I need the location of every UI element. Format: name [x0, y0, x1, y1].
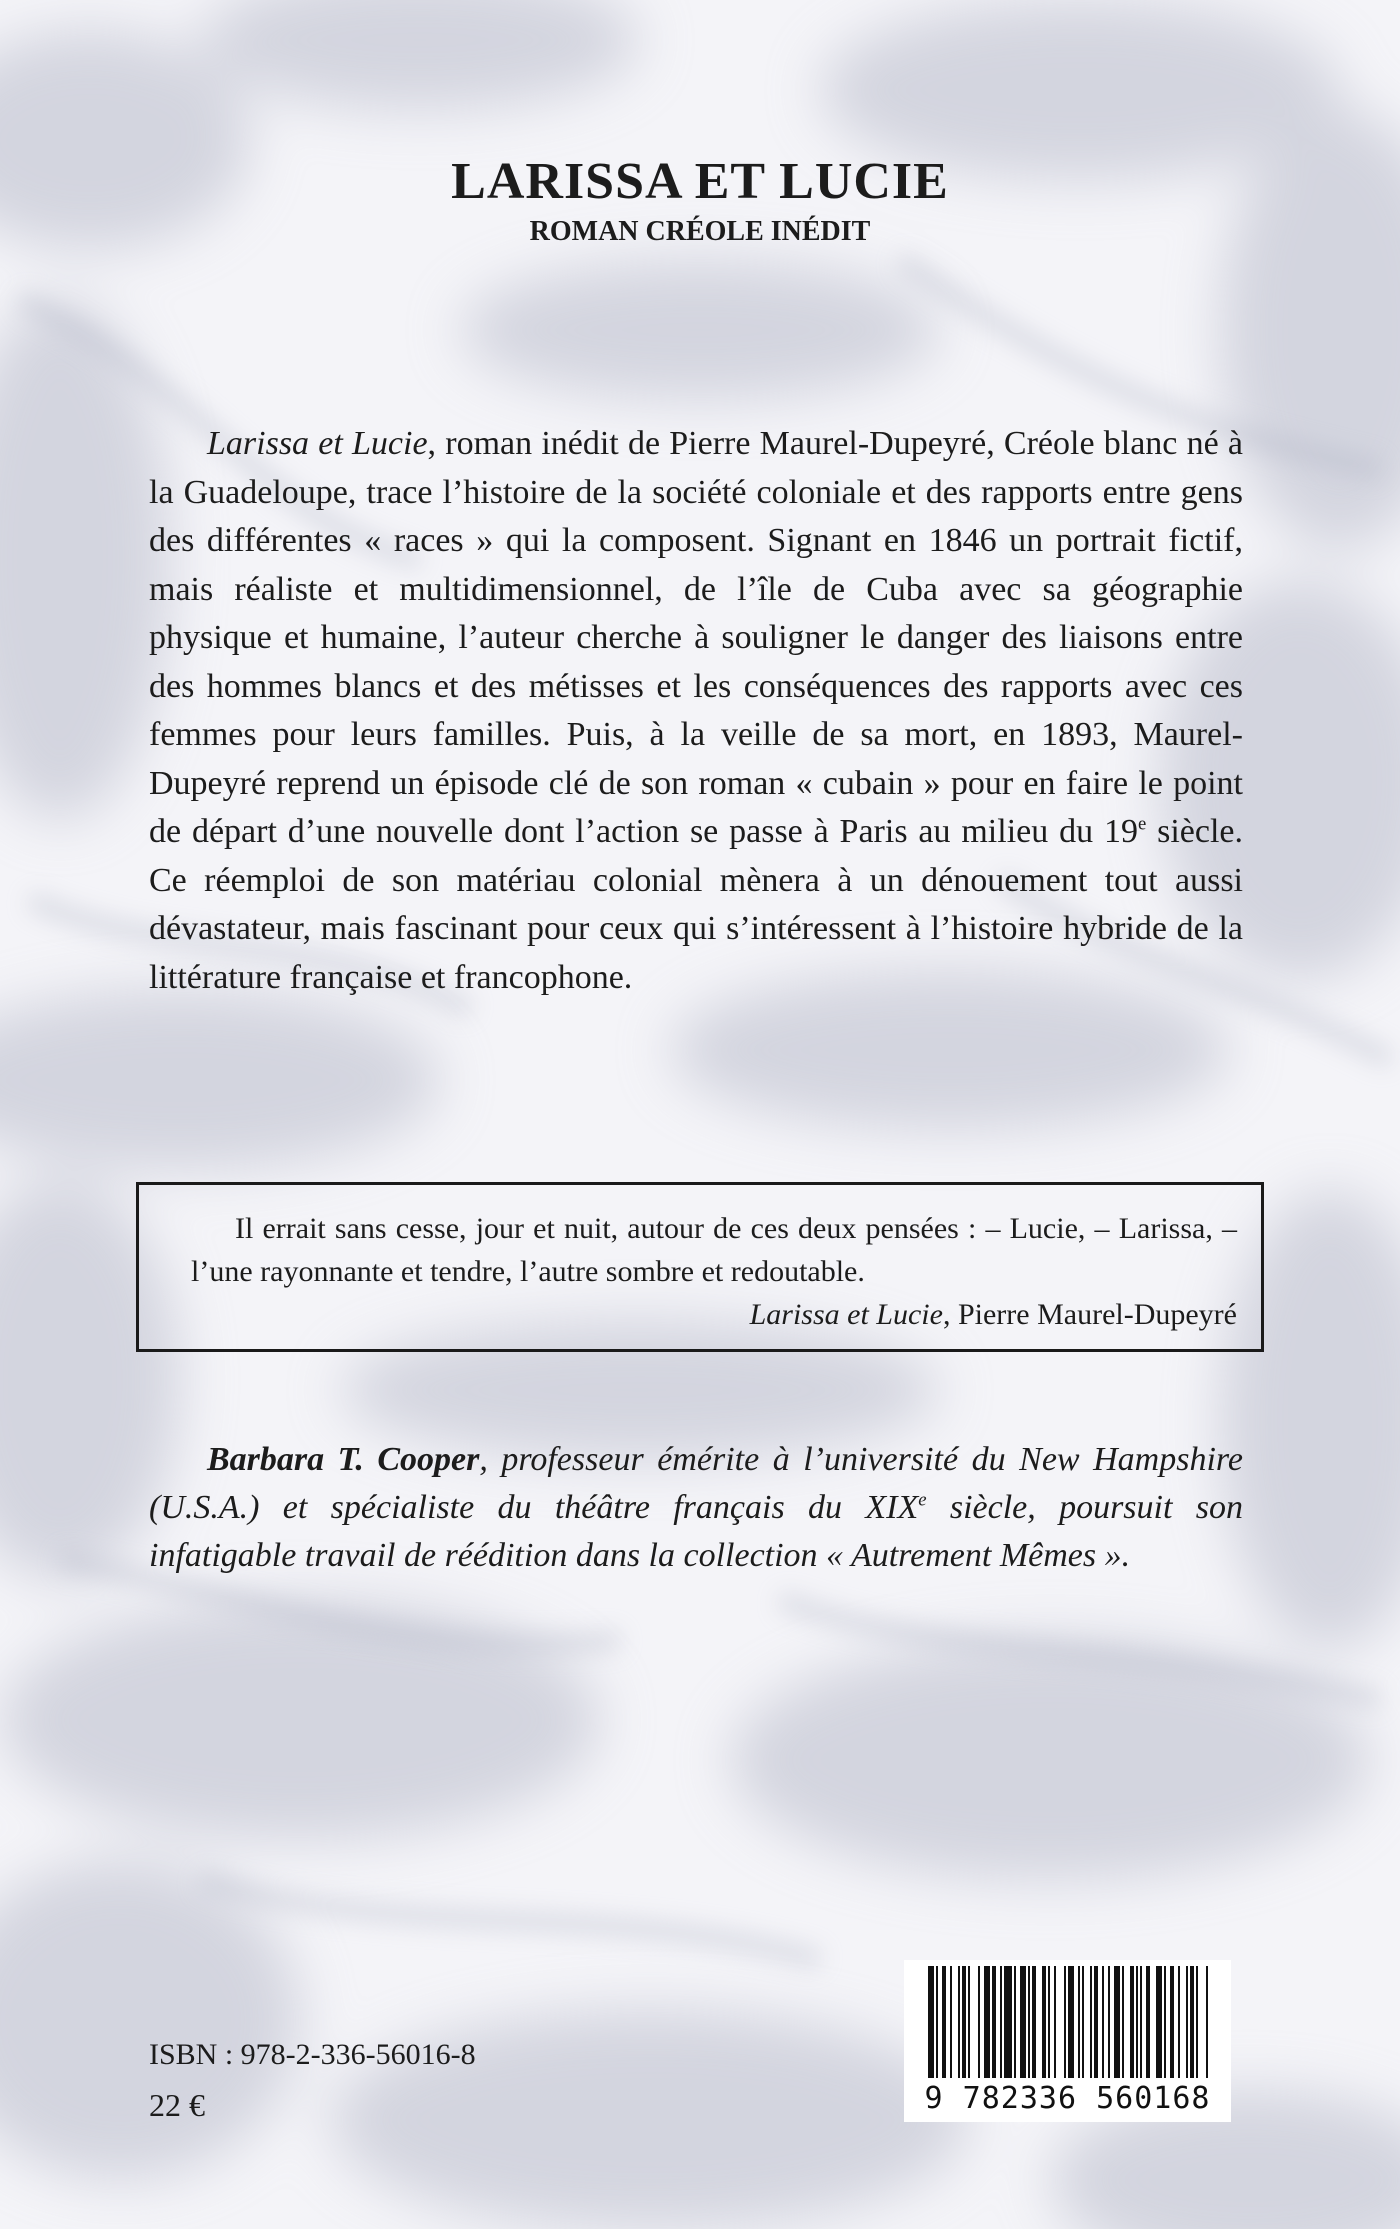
barcode-bar [1090, 1966, 1092, 2078]
barcode-bar [992, 1966, 996, 2078]
barcode-bar [978, 1966, 980, 2078]
barcode-bar [1122, 1966, 1124, 2078]
barcode-bar [1032, 1966, 1036, 2078]
barcode-bar [1102, 1966, 1104, 2078]
barcode-bar [1054, 1966, 1056, 2078]
author-bio [149, 1436, 1243, 1580]
barcode-bar [984, 1966, 990, 2078]
barcode-bar [1094, 1966, 1098, 2078]
barcode-bar [1042, 1966, 1046, 2078]
book-title: LARISSA ET LUCIE [451, 153, 949, 210]
quote-text: Il errait sans cesse, jour et nuit, autour de ces deux pensées : – Lucie, – Larissa, – l’une rayonnante et tendre, l’autre sombre et redoutable. [191, 1212, 1237, 1288]
author-bio-superscript: e [918, 1489, 927, 1511]
quote-attribution [191, 1293, 1237, 1336]
summary-text-1: , roman inédit de Pierre Maurel-Dupeyré, Créole blanc né à la Guadeloupe, trace l’histoire de la société coloniale et des rapports entre gens des différentes « races » qui la composent. Signant en 1846 un portrait fictif, mais réaliste et multidimensionnel, de l’île de Cuba avec sa géographie physique et humaine, l’auteur cherche à souligner le danger des liaisons entre des hommes blancs et des métisses et les conséquences des rapports avec ces femmes pour leurs familles. Puis, à la veille de sa mort, en 1893, Maurel-Dupeyré reprend un épisode clé de son roman « cubain » pour en faire le point de départ d’une nouvelle dont l’action se passe à Paris au milieu du 19 [149, 425, 1243, 850]
author-name: Barbara T. Cooper [207, 1441, 480, 1478]
barcode-digits: 9 782336 560168 [924, 2081, 1211, 2116]
barcode-bar [1196, 1966, 1198, 2078]
barcode-bars [904, 1960, 1231, 2084]
barcode-bar [1020, 1966, 1026, 2078]
barcode-bar [1156, 1966, 1162, 2078]
summary-superscript: e [1137, 813, 1147, 835]
barcode-bar [1130, 1966, 1134, 2078]
barcode-bar [1064, 1966, 1066, 2078]
barcode-bar [1206, 1966, 1208, 2078]
price-label: 22 € [149, 2087, 205, 2123]
barcode-bar [1082, 1966, 1084, 2078]
barcode-bar [958, 1966, 960, 2078]
author-bio-text-1: , professeur émérite à l’université du New Hampshire (U.S.A.) et spécialiste du théâtre français du XIX [149, 1441, 1243, 1526]
barcode-bar [1048, 1966, 1050, 2078]
isbn-label: ISBN : 978-2-336-56016-8 [149, 2038, 476, 2071]
barcode-bar [1136, 1966, 1138, 2078]
barcode-bar [1190, 1966, 1194, 2078]
barcode-bar [1186, 1966, 1188, 2078]
barcode-bar [1114, 1966, 1120, 2078]
barcode-bar [1140, 1966, 1142, 2078]
barcode-bar [1170, 1966, 1174, 2078]
barcode-bar [1078, 1966, 1080, 2078]
barcode-bar [1164, 1966, 1166, 2078]
barcode-bar [950, 1966, 952, 2078]
summary-title-italic: Larissa et Lucie [207, 425, 428, 462]
barcode-bar [942, 1966, 946, 2078]
barcode-bar [936, 1966, 938, 2078]
quote-attribution-author: , Pierre Maurel-Dupeyré [942, 1298, 1237, 1331]
barcode-bar [1068, 1966, 1074, 2078]
barcode [904, 1960, 1231, 2122]
summary-text-2: siècle. Ce réemploi de son matériau colonial mènera à un dénouement tout aussi dévastateur, mais fascinant pour ceux qui s’intéressent à l’histoire hybride de la littérature française et francophone. [149, 813, 1244, 996]
barcode-bar [962, 1966, 966, 2078]
author-bio-text-2: siècle, poursuit son infatigable travail de réédition dans la collection « Autrement Mêmes ». [149, 1489, 1244, 1574]
barcode-bar [968, 1966, 970, 2078]
barcode-bar [1178, 1966, 1180, 2078]
book-subtitle: ROMAN CRÉOLE INÉDIT [529, 216, 871, 247]
quote-box [136, 1182, 1264, 1352]
summary-paragraph [149, 420, 1243, 1002]
barcode-bar [928, 1966, 934, 2078]
barcode-bar [1146, 1966, 1150, 2078]
barcode-bar [1004, 1966, 1012, 2078]
quote-attribution-title: Larissa et Lucie [749, 1298, 943, 1331]
barcode-bar [1014, 1966, 1016, 2078]
barcode-bar [1108, 1966, 1110, 2078]
barcode-bar [1028, 1966, 1030, 2078]
barcode-bar [1000, 1966, 1002, 2078]
